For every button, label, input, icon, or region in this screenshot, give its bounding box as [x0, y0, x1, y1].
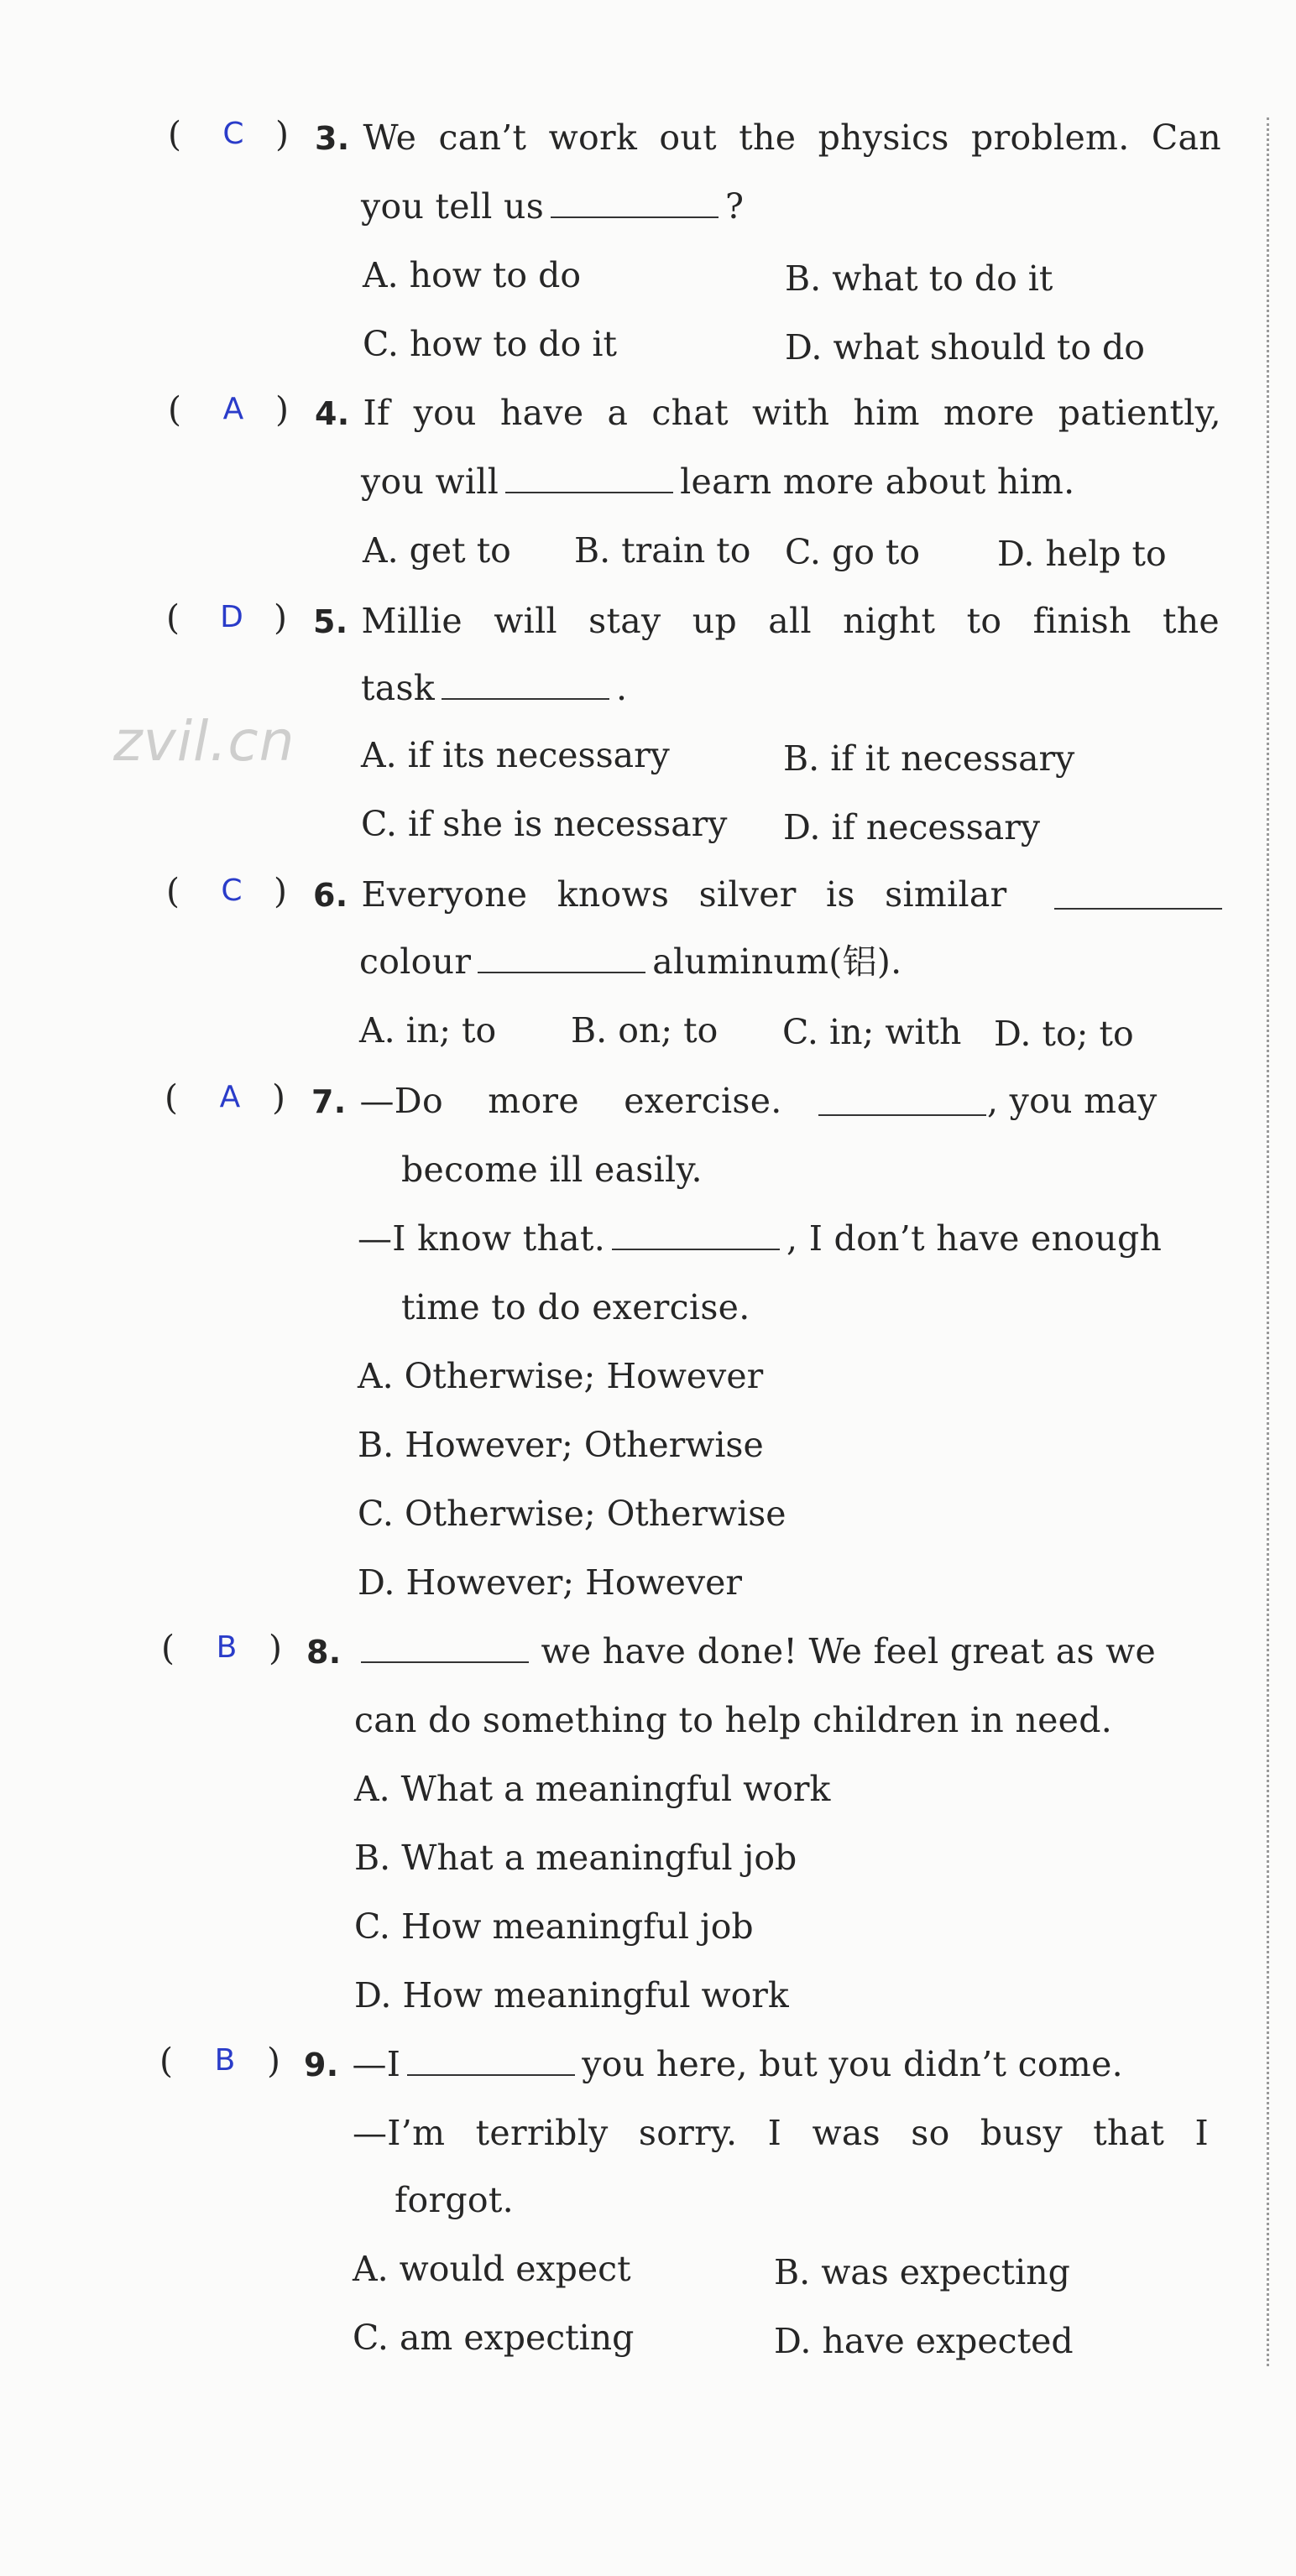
q5-number: 5. [313, 603, 348, 640]
q4-option-d: D. help to [997, 534, 1167, 574]
q5-option-a: A. if its necessary [361, 735, 670, 775]
q9-stem-line2: —I’m terribly sorry. I was so busy that I [353, 2113, 1209, 2153]
q7-blank-1 [818, 1081, 986, 1116]
q5-stem1: Millie will stay up all night to finish the [361, 601, 1220, 641]
answer-q5: D [220, 600, 243, 634]
answer-q7: A [219, 1080, 241, 1114]
q5-blank [442, 665, 609, 700]
answer-q9: B [214, 2043, 236, 2078]
q3-stem1: We can’t work out the physics problem. Can [363, 117, 1221, 158]
q9-stem-line3: forgot. [395, 2180, 514, 2220]
q6-stem2-pre: colour [359, 941, 472, 982]
q3-blank [551, 183, 719, 218]
q3-option-c: C. how to do it [363, 324, 617, 364]
q8-stem-line1 [306, 1624, 1217, 1678]
q6-stem-line2 [359, 935, 902, 988]
q3-stem2-pre: you tell us [361, 186, 545, 227]
q6-stem-line1 [313, 868, 1220, 921]
q3-stem-line1 [315, 111, 1221, 164]
q7-stem1-pre: —Do more exercise. [359, 1081, 782, 1121]
q7-stem3-post: , I don’t have enough [786, 1218, 1163, 1259]
answer-q4: A [222, 392, 244, 426]
q6-stem2-post: aluminum(铝). [652, 941, 902, 982]
margin-dotted-line [1267, 117, 1269, 2366]
q9-option-b: B. was expecting [774, 2252, 1070, 2292]
q8-option-c: C. How meaningful job [354, 1906, 754, 1947]
q4-stem-line2 [361, 455, 1074, 508]
answer-q3: C [222, 117, 244, 151]
q6-option-c: C. in; with [782, 1012, 962, 1052]
answer-q6: C [221, 873, 243, 908]
q9-number: 9. [304, 2047, 339, 2083]
q7-number: 7. [311, 1083, 347, 1120]
q3-option-a: A. how to do [363, 255, 582, 295]
q8-blank [361, 1628, 529, 1663]
q8-option-a: A. What a meaningful work [354, 1769, 831, 1809]
q4-number: 4. [315, 395, 350, 432]
q9-stem1-post: you here, but you didn’t come. [582, 2044, 1123, 2084]
q8-option-b: B. What a meaningful job [354, 1838, 797, 1878]
answer-q8: B [216, 1630, 238, 1665]
q4-stem2-post: learn more about him. [680, 461, 1075, 502]
q6-number: 6. [313, 877, 348, 914]
q7-stem-line3 [358, 1212, 1162, 1265]
worksheet-page: zvil.cn ( C ) 3. We can’t work out the physics problem. Can you tell us ? A. how to do B. what to do it C. how to do it D. what should to do ( A ) 4. If you have a chat with him more patiently, you will learn more about him. A. get to B. train to C. go to D. help to ( D ) 5. Millie will stay up all night to finish the task . A. if its necessary B. if it necessary C. if she is necessary D. if necessary ( C ) 6. Everyone knows silver is similar colour aluminum(铝). A. in; to B. on; to C. in; with D. to; to ( A ) 7. —Do more exercise. , you may become ill easily. —I know that. , I don’t have enough time to do exercise. A. Otherwise; However B. However; Otherwise C. Otherwise; Otherwise D. However; However ( B ) 8. we have done! We feel great as we can do something to help children in need. A. What a meaningful work B. What a meaningful job C. How meaningful job D. How meaningful work ( B ) 9. —I you here, but you didn’t come. —I’m terribly sorry. I was so busy that I forgot. A. would expect B. was expecting C. am expecting D. have expected [0, 0, 1296, 2576]
q8-number: 8. [306, 1634, 342, 1671]
q8-stem-line2: can do something to help children in need. [354, 1700, 1113, 1740]
q3-stem-line2 [361, 180, 744, 233]
q7-blank-2 [612, 1215, 780, 1250]
q6-blank-2 [478, 938, 645, 973]
q8-option-d: D. How meaningful work [354, 1975, 789, 2015]
q6-stem1: Everyone knows silver is similar [361, 874, 1007, 915]
q5-option-c: C. if she is necessary [361, 804, 728, 844]
q9-option-c: C. am expecting [353, 2318, 635, 2358]
q9-stem1-pre: —I [352, 2044, 401, 2084]
q6-blank-1 [1054, 874, 1222, 910]
q9-stem-line1 [304, 2037, 1123, 2091]
q4-stem2-pre: you will [361, 461, 499, 502]
q5-stem2-post: . [616, 668, 628, 708]
q6-option-a: A. in; to [359, 1010, 497, 1051]
q5-option-d: D. if necessary [783, 807, 1040, 847]
q4-stem-line1 [315, 386, 1221, 440]
watermark: zvil.cn [113, 709, 295, 774]
q3-option-d: D. what should to do [785, 327, 1145, 368]
q4-option-a: A. get to [363, 530, 511, 571]
q7-option-a: A. Otherwise; However [358, 1356, 764, 1396]
q5-stem-line2 [361, 661, 627, 715]
q5-stem-line1 [313, 594, 1220, 648]
q4-stem1: If you have a chat with him more patiently, [363, 393, 1221, 433]
q3-stem2-post: ? [725, 186, 745, 227]
q7-option-b: B. However; Otherwise [358, 1425, 764, 1465]
q5-option-b: B. if it necessary [783, 738, 1075, 779]
q7-stem3-pre: —I know that. [358, 1218, 606, 1259]
q7-stem1-post: , you may [987, 1081, 1158, 1121]
q4-option-b: B. train to [574, 530, 751, 571]
q4-blank [505, 458, 673, 493]
q7-option-c: C. Otherwise; Otherwise [358, 1494, 786, 1534]
q9-option-a: A. would expect [353, 2249, 631, 2289]
q4-option-c: C. go to [785, 532, 921, 572]
q6-option-b: B. on; to [571, 1010, 719, 1051]
q9-option-d: D. have expected [774, 2321, 1074, 2361]
q3-number: 3. [315, 120, 350, 157]
q7-stem-line1 [311, 1074, 1218, 1128]
q5-stem2-pre: task [361, 668, 436, 708]
q8-stem1-post: we have done! We feel great as we [541, 1631, 1157, 1671]
q6-option-d: D. to; to [994, 1014, 1134, 1054]
q7-stem-line4: time to do exercise. [401, 1287, 750, 1327]
q7-option-d: D. However; However [358, 1562, 742, 1603]
q7-stem-line2: become ill easily. [401, 1150, 703, 1190]
q3-option-b: B. what to do it [785, 258, 1053, 299]
q9-blank [407, 2041, 575, 2076]
